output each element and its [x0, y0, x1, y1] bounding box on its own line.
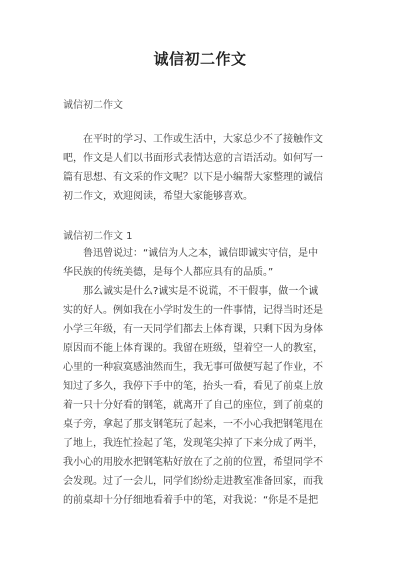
- body-line: 会发现。过了一会儿，同学们纷纷走进教室准备回家，而我: [63, 476, 323, 487]
- intro-paragraph: [63, 130, 341, 206]
- body-paragraph: [63, 244, 341, 510]
- body-line: 小学三年级，有一天同学们都去上体育课，只剩下因为身体: [63, 324, 323, 335]
- body-line: 那么诚实是什么?诚实是不说谎，不干假事，做一个诚: [83, 286, 319, 297]
- body-line: 心里的一种寂寞感油然而生，我无事可做便写起了作业，不: [63, 362, 323, 373]
- intro-line: 在平时的学习、工作或生活中，大家总少不了接触作文: [83, 134, 323, 145]
- body-line: 桌子旁，拿起了那支钢笔玩了起来，一不小心我把钢笔甩在: [63, 419, 323, 430]
- body-line: 鲁迅曾说过：“诚信为人之本，诚信即诚实守信，是中: [83, 248, 319, 259]
- body-line: 着一只十分好看的钢笔，就离开了自己的座位，到了前桌的: [63, 400, 323, 411]
- body-line: 原因而不能上体育课的。我留在班级，望着空一人的教室，: [63, 343, 323, 354]
- body-line: 我小心的用胶水把钢笔粘好放在了之前的位置，希望同学不: [63, 457, 323, 468]
- document-subtitle: 诚信初二作文: [63, 100, 123, 111]
- body-line: 实的好人。例如我在小学时发生的一件事情，记得当时还是: [63, 305, 323, 316]
- intro-line: 篇有思想、有文采的作文呢？以下是小编帮大家整理的诚信: [63, 172, 323, 183]
- section-heading: 诚信初二作文 1: [63, 231, 133, 242]
- body-line: 的前桌却十分仔细地看着手中的笔，对我说：“你是不是把: [63, 495, 319, 506]
- body-line: 知过了多久，我停下手中的笔，抬头一看，看见了前桌上放: [63, 381, 323, 392]
- intro-line: 吧，作文是人们以书面形式表情达意的言语活动。如何写一: [63, 153, 323, 164]
- intro-line: 初二作文，欢迎阅读，希望大家能够喜欢。: [63, 191, 253, 202]
- document-title: 诚信初二作文: [153, 50, 247, 68]
- body-line: 了地上，我连忙捡起了笔，发现笔尖掉了下来分成了两半，: [63, 438, 323, 449]
- body-line: 华民族的传统美德，是每个人都应具有的品质。”: [63, 267, 274, 278]
